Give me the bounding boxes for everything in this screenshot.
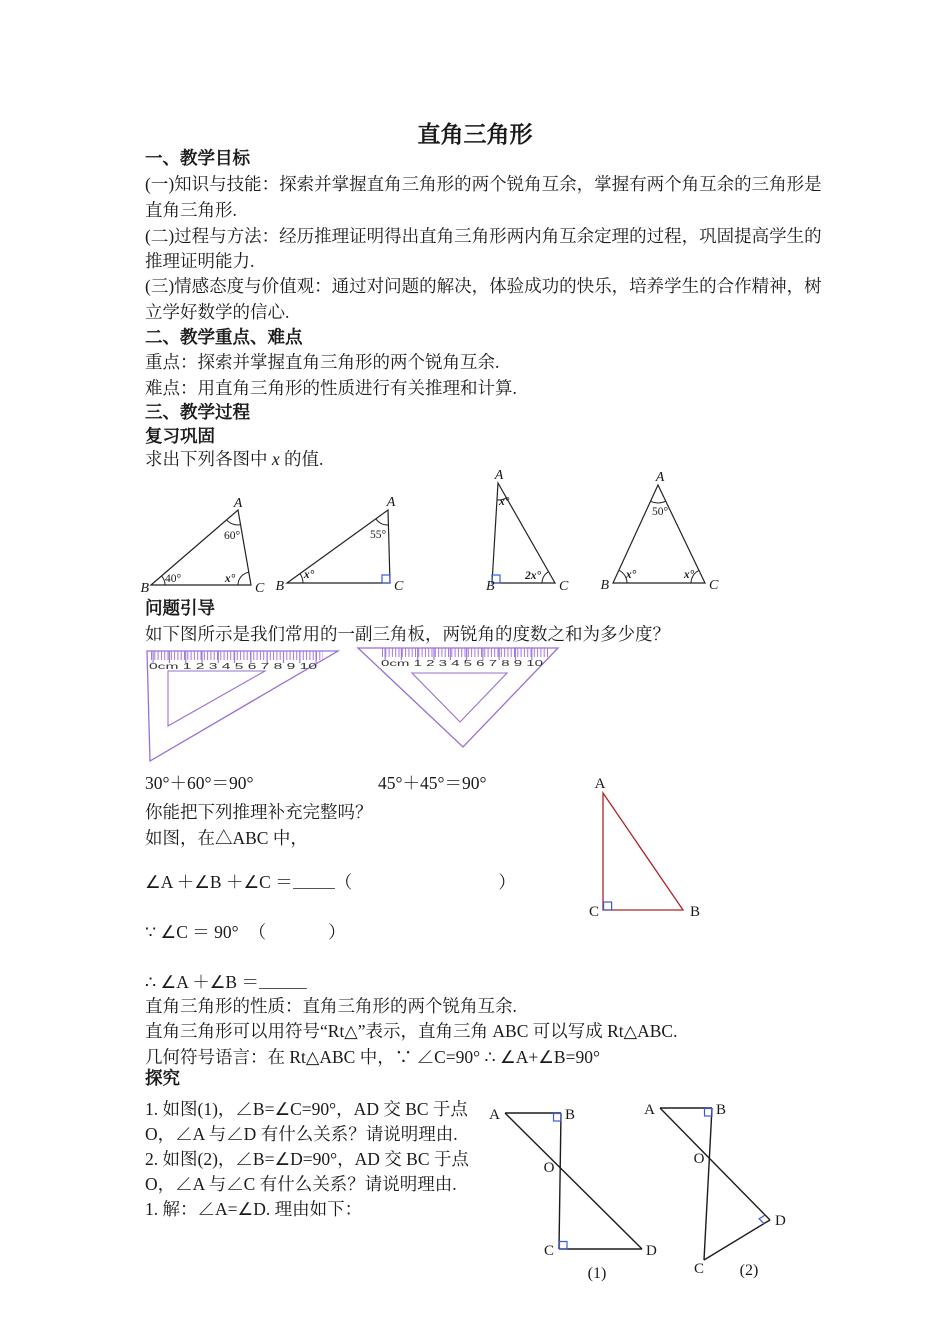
angle-label-c: 2x°: [524, 570, 542, 582]
review-heading: 复习巩固: [145, 426, 215, 446]
segment-dc: [704, 1220, 770, 1260]
segment-ad: [660, 1108, 770, 1220]
right-angle-mark-b: [705, 1109, 713, 1117]
property-statement: 直角三角形的性质：直角三角形的两个锐角互余.: [145, 996, 517, 1016]
set-square-1-cutout: [168, 671, 265, 726]
angle-label-a: x°: [499, 496, 510, 508]
explore-figures: [487, 1088, 799, 1290]
vertex-label-d: D: [646, 1243, 657, 1259]
fill-blank-2: [259, 974, 307, 989]
set-square-2-cutout: [412, 673, 507, 722]
vertex-label-a: A: [655, 470, 665, 485]
vertex-label-a: A: [489, 1107, 500, 1123]
angle-label-b: x°: [303, 569, 315, 581]
review-triangle-3: [486, 468, 569, 594]
segment-ad: [505, 1113, 642, 1249]
paren-open-2: （: [248, 922, 267, 942]
equation-1: [145, 872, 516, 894]
right-angle-mark-b: [554, 1114, 562, 1122]
reasoning-setup: 如图，在△ABC 中，: [145, 828, 308, 848]
objectives-line-4: 推理证明能力.: [145, 251, 255, 271]
paren-close-2: ）: [328, 922, 346, 942]
right-angle-mark-c: [560, 1242, 568, 1250]
angle-arc-a: [651, 501, 666, 503]
explore-heading: 探究: [145, 1068, 180, 1088]
triangle-outline: [603, 793, 683, 910]
explore-q2-line-1: 2. 如图(2)，∠B=∠D=90°，AD 交 BC 于点: [145, 1149, 469, 1169]
angle-arc-b: [300, 574, 303, 583]
vertex-label-b: B: [140, 581, 149, 596]
vertex-label-b: B: [690, 904, 701, 920]
angle-label-a: 60°: [223, 530, 241, 542]
right-angle-mark-c: [604, 902, 612, 910]
figure-1: [489, 1107, 657, 1282]
vertex-label-a: A: [494, 468, 504, 483]
objectives-line-6: 立学好数学的信心.: [145, 302, 290, 322]
point-label-o: O: [543, 1160, 555, 1176]
segment-bc: [559, 1113, 561, 1249]
reasoning-prompt: 你能把下列推理补充完整吗？: [145, 802, 373, 822]
review-prompt: [145, 449, 323, 471]
point-label-o: O: [693, 1151, 705, 1167]
angle-sum-left: 30°＋60°＝90°: [145, 773, 254, 793]
angle-label-a: 50°: [651, 506, 669, 518]
vertex-label-c: C: [709, 578, 719, 593]
equation-2-lhs: ∵ ∠C ＝ 90°: [145, 922, 239, 942]
objectives-line-3: (二)过程与方法：经历推理证明得出直角三角形两内角互余定理的过程，巩固提高学生的: [145, 226, 822, 246]
objectives-line-2: 直角三角形.: [145, 200, 237, 220]
set-square-1-ruler-scale: 0cm 1 2 3 4 5 6 7 8 9 10: [149, 661, 318, 671]
angle-label-c: x°: [683, 569, 695, 581]
angle-sum-right: 45°＋45°＝90°: [378, 773, 487, 793]
vertex-label-c: C: [543, 1243, 554, 1259]
vertex-label-c: C: [394, 579, 404, 594]
red-right-triangle: [578, 776, 713, 928]
vertex-label-b: B: [486, 579, 495, 594]
set-squares-figure: [145, 646, 570, 778]
objectives-heading: 一、教学目标: [145, 148, 250, 168]
figure-2: [644, 1102, 786, 1279]
vertex-label-b: B: [716, 1102, 727, 1118]
explore-q1-line-2: O，∠A 与∠D 有什么关系？请说明理由.: [145, 1124, 458, 1144]
angle-arc-a: [227, 520, 241, 525]
guide-question: 如下图所示是我们常用的一副三角板，两锐角的度数之和为多少度？: [145, 624, 670, 644]
symbolic-statement: 几何符号语言：在 Rt△ABC 中，∵ ∠C=90° ∴ ∠A+∠B=90°: [145, 1047, 600, 1067]
paren-open-1: （: [334, 872, 353, 892]
objectives-line-1: (一)知识与技能：探索并掌握直角三角形的两个锐角互余，掌握有两个角互余的三角形是: [145, 174, 822, 194]
equation-3-lhs: ∴ ∠A ＋∠B ＝: [145, 972, 259, 992]
angle-arc-c: [542, 572, 549, 583]
triangle-outline: [287, 510, 390, 583]
equation-2: [145, 922, 346, 944]
vertex-label-d: D: [775, 1213, 786, 1229]
page-title: 直角三角形: [417, 121, 533, 147]
review-prompt-pre: 求出下列各图中: [145, 449, 272, 469]
right-angle-mark-c: [382, 575, 390, 583]
vertex-label-a: A: [594, 776, 606, 792]
angle-label-a: 55°: [369, 529, 387, 541]
review-prompt-post: 的值.: [279, 449, 324, 469]
angle-arc-c: [238, 572, 249, 585]
vertex-label-c: C: [693, 1261, 705, 1277]
angle-label-b: 40°: [165, 573, 182, 585]
vertex-label-a: A: [644, 1102, 655, 1118]
right-angle-mark-d: [759, 1215, 765, 1224]
keypoints-heading: 二、教学重点、难点: [145, 327, 303, 347]
vertex-label-c: C: [559, 579, 569, 594]
vertex-label-a: A: [233, 496, 243, 511]
keypoints-focus: 重点：探索并掌握直角三角形的两个锐角互余.: [145, 352, 500, 372]
fill-blank-1: [293, 874, 335, 889]
angle-label-b: x°: [625, 569, 637, 581]
review-prompt-variable: x: [271, 449, 280, 469]
process-heading: 三、教学过程: [145, 402, 250, 422]
paren-close-1: ）: [498, 872, 516, 892]
explore-q2-line-2: O，∠A 与∠C 有什么关系？请说明理由.: [145, 1174, 457, 1194]
equation-3: [145, 972, 307, 994]
angle-arc-a: [376, 519, 389, 525]
set-square-2-ruler-scale: 0cm 1 2 3 4 5 6 7 8 9 10: [381, 658, 544, 668]
explore-solution-line: 1. 解：∠A=∠D. 理由如下：: [145, 1199, 363, 1219]
vertex-label-b: B: [565, 1107, 576, 1123]
keypoints-difficulty: 难点：用直角三角形的性质进行有关推理和计算.: [145, 378, 517, 398]
review-triangle-2: [275, 495, 404, 599]
explore-q1-line-1: 1. 如图(1)，∠B=∠C=90°，AD 交 BC 于点: [145, 1099, 468, 1119]
vertex-label-c: C: [255, 581, 265, 596]
objectives-line-5: (三)情感态度与价值观：通过对问题的解决，体验成功的快乐，培养学生的合作精神，树: [145, 276, 822, 296]
vertex-label-b: B: [275, 579, 284, 594]
vertex-label-c: C: [588, 904, 600, 920]
notation-statement: 直角三角形可以用符号“Rt△”表示，直角三角 ABC 可以写成 Rt△ABC.: [145, 1021, 678, 1041]
figure-2-caption: (2): [739, 1262, 759, 1279]
review-triangle-4: [600, 471, 722, 594]
segment-bc: [704, 1108, 712, 1260]
guide-heading: 问题引导: [145, 598, 215, 618]
vertex-label-a: A: [386, 495, 396, 510]
vertex-label-b: B: [600, 578, 609, 593]
figure-1-caption: (1): [587, 1265, 607, 1282]
review-triangle-1: [140, 496, 268, 599]
angle-label-c: x°: [224, 573, 236, 585]
equation-1-lhs: ∠A ＋∠B ＋∠C ＝: [145, 872, 293, 892]
